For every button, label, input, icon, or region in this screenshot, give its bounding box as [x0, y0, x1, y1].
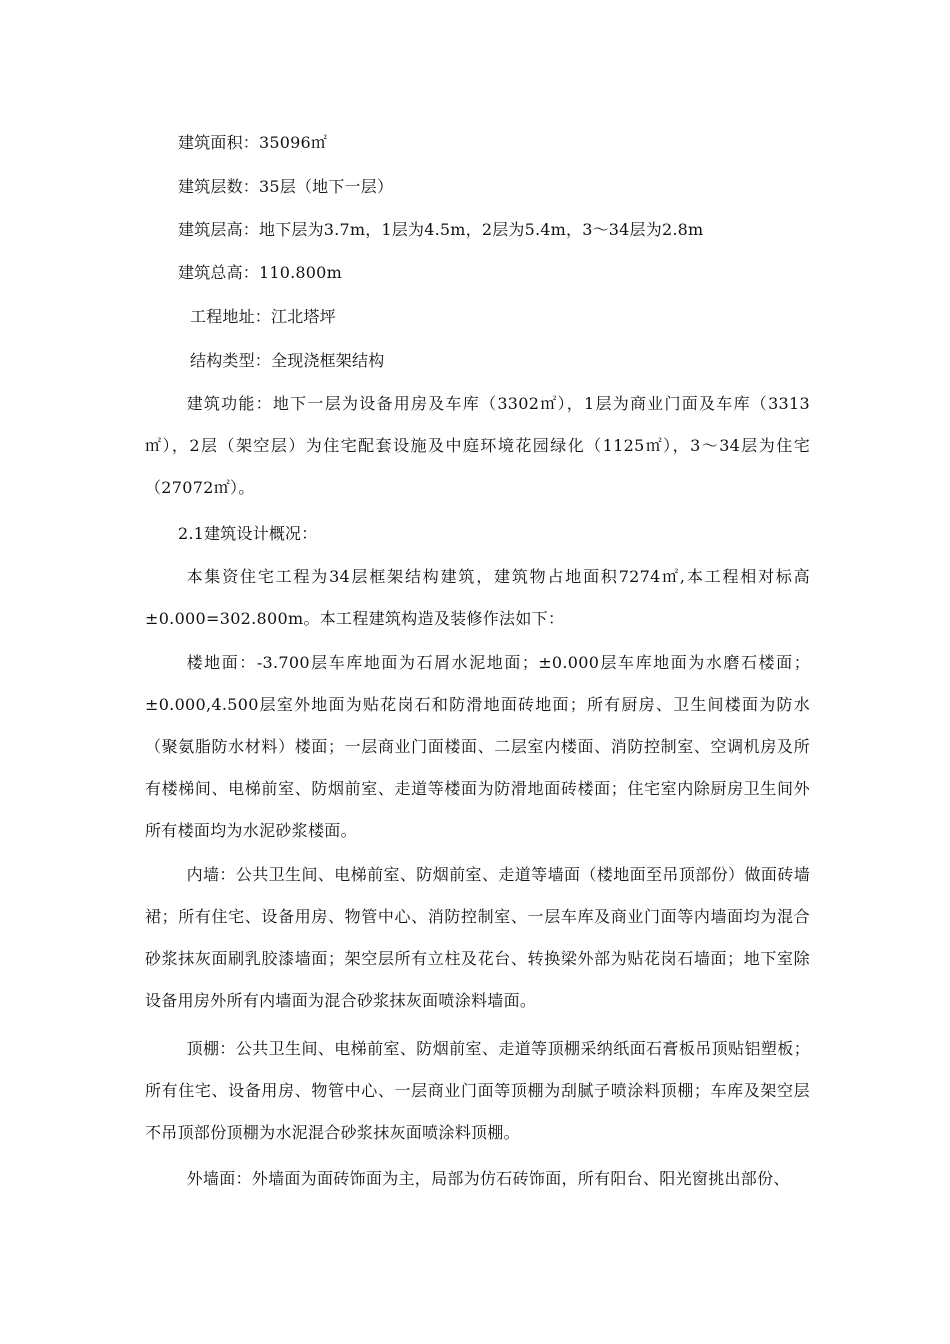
- ceiling-paragraph: 顶棚：公共卫生间、电梯前室、防烟前室、走道等顶棚采纳纸面石膏板吊顶贴铝塑板；所有住宅、设备用房、物管中心、一层商业门面等顶棚为刮腻子喷涂料顶棚；车库及架空层不吊顶部份顶棚为水泥混合砂浆抹灰面喷涂料顶棚。: [145, 1039, 810, 1142]
- floor-heights-line: 建筑层高：地下层为3.7m，1层为4.5m，2层为5.4m，3～34层为2.8m: [178, 220, 704, 239]
- total-height-line: 建筑总高：110.800m: [178, 263, 342, 282]
- overview-paragraph: 本集资住宅工程为34层框架结构建筑，建筑物占地面积7274㎡,本工程相对标高±0.000=302.800m。本工程建筑构造及装修作法如下：: [145, 567, 810, 628]
- section-title: 2.1建筑设计概况：: [178, 524, 318, 543]
- building-function-paragraph: 建筑功能：地下一层为设备用房及车库（3302㎡），1层为商业门面及车库（3313㎡），2层（架空层）为住宅配套设施及中庭环境花园绿化（1125㎡），3～34层为住宅（27072㎡）。: [145, 394, 810, 497]
- floor-finish-paragraph: 楼地面：-3.700层车库地面为石屑水泥地面；±0.000层车库地面为水磨石楼面；±0.000,4.500层室外地面为贴花岗石和防滑地面砖地面；所有厨房、卫生间楼面为防水（聚氨脂防水材料）楼面；一层商业门面楼面、二层室内楼面、消防控制室、空调机房及所有楼梯间、电梯前室、防烟前室、走道等楼面为防滑地面砖楼面；住宅室内除厨房卫生间外所有楼面均为水泥砂浆楼面。: [145, 653, 810, 840]
- inner-wall-paragraph: 内墙：公共卫生间、电梯前室、防烟前室、走道等墙面（楼地面至吊顶部份）做面砖墙裙；所有住宅、设备用房、物管中心、消防控制室、一层车库及商业门面等内墙面均为混合砂浆抹灰面刷乳胶漆墙面；架空层所有立柱及花台、转换梁外部为贴花岗石墙面；地下室除设备用房外所有内墙面为混合砂浆抹灰面喷涂料墙面。: [145, 865, 810, 1010]
- building-area-line: 建筑面积：35096㎡: [178, 133, 328, 152]
- structure-type-line: 结构类型：全现浇框架结构: [190, 351, 385, 370]
- outer-wall-paragraph: 外墙面：外墙面为面砖饰面为主，局部为仿石砖饰面，所有阳台、阳光窗挑出部份、: [186, 1169, 790, 1188]
- building-floors-line: 建筑层数：35层（地下一层）: [178, 177, 394, 196]
- project-address-line: 工程地址：江北塔坪: [190, 307, 336, 326]
